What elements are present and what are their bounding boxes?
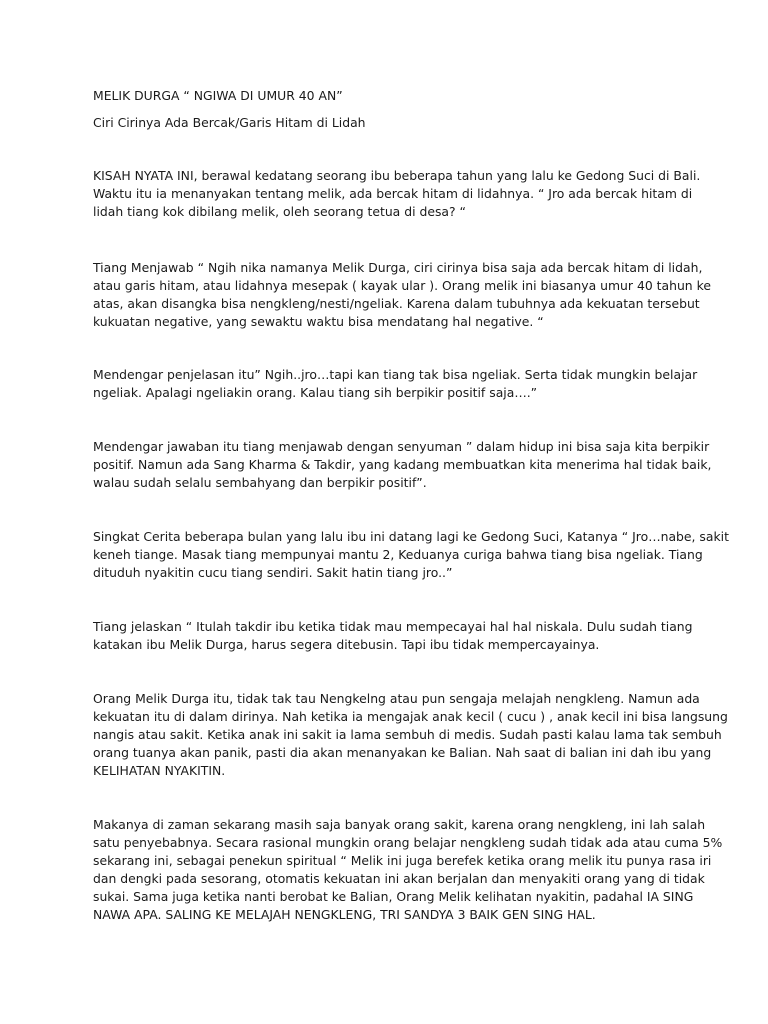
paragraph-line: Waktu itu ia menanyakan tentang melik, ada bercak hitam di lidahnya. “ Jro ada bercak hitam di xyxy=(93,186,693,201)
paragraph-line: sukai. Sama juga ketika nanti berobat ke Balian, Orang Melik kelihatan nyakitin, padahal IA SING xyxy=(93,889,694,904)
paragraph-line: walau sudah selalu sembahyang dan berpikir positif”. xyxy=(93,475,427,490)
paragraph-7 xyxy=(93,690,728,780)
paragraph-line: atas, akan disangka bisa nengkleng/nesti/ngeliak. Karena dalam tubuhnya ada kekuatan tersebut xyxy=(93,296,700,311)
paragraph-line: Tiang jelaskan “ Itulah takdir ibu ketika tidak mau mempecayai hal hal niskala. Dulu sudah tiang xyxy=(93,619,693,634)
paragraph-line: dan dengki pada sesorang, otomatis kekuatan ini akan berjalan dan menyakiti orang yang di tidak xyxy=(93,871,705,886)
paragraph-line: sekarang ini, sebagai penekun spiritual “ Melik ini juga berefek ketika orang melik itu punya rasa iri xyxy=(93,853,712,868)
paragraph-line: Orang Melik Durga itu, tidak tak tau Nengkelng atau pun sengaja melajah nengkleng. Namun ada xyxy=(93,691,700,706)
paragraph-line: kekuatan itu di dalam dirinya. Nah ketika ia mengajak anak kecil ( cucu ) , anak kecil ini bisa langsung xyxy=(93,709,728,724)
paragraph-line: positif. Namun ada Sang Kharma & Takdir, yang kadang membuatkan kita menerima hal tidak baik, xyxy=(93,457,712,472)
paragraph-line: KISAH NYATA INI, berawal kedatang seorang ibu beberapa tahun yang lalu ke Gedong Suci di Bali. xyxy=(93,168,701,183)
paragraph-6 xyxy=(93,618,693,654)
paragraph-4 xyxy=(93,438,712,492)
paragraph-line: kukuatan negative, yang sewaktu waktu bisa mendatang hal negative. “ xyxy=(93,314,544,329)
paragraph-line: ngeliak. Apalagi ngeliakin orang. Kalau tiang sih berpikir positif saja….” xyxy=(93,385,538,400)
paragraph-line: atau garis hitam, atau lidahnya mesepak ( kayak ular ). Orang melik ini biasanya umur 40 tahun ke xyxy=(93,278,711,293)
paragraph-line: NAWA APA. SALING KE MELAJAH NENGKLENG, TRI SANDYA 3 BAIK GEN SING HAL. xyxy=(93,907,596,922)
paragraph-line: dituduh nyakitin cucu tiang sendiri. Sakit hatin tiang jro..” xyxy=(93,565,453,580)
paragraph-2 xyxy=(93,259,711,331)
paragraph-line: Mendengar jawaban itu tiang menjawab dengan senyuman ” dalam hidup ini bisa saja kita berpikir xyxy=(93,439,710,454)
paragraph-line: KELIHATAN NYAKITIN. xyxy=(93,763,226,778)
paragraph-line: Mendengar penjelasan itu” Ngih..jro…tapi kan tiang tak bisa ngeliak. Serta tidak mungkin belajar xyxy=(93,367,698,382)
paragraph-5 xyxy=(93,528,729,582)
paragraph-8 xyxy=(93,816,723,924)
paragraph-line: katakan ibu Melik Durga, harus segera ditebusin. Tapi ibu tidak mempercayainya. xyxy=(93,637,600,652)
paragraph-line: satu penyebabnya. Secara rasional mungkin orang belajar nengkleng sudah tidak ada atau cuma 5% xyxy=(93,835,723,850)
paragraph-line: orang tuanya akan panik, pasti dia akan menanyakan ke Balian. Nah saat di balian ini dah ibu yang xyxy=(93,745,712,760)
paragraph-line: Tiang Menjawab “ Ngih nika namanya Melik Durga, ciri cirinya bisa saja ada bercak hitam di lidah, xyxy=(93,260,703,275)
paragraph-line: Makanya di zaman sekarang masih saja banyak orang sakit, karena orang nengkleng, ini lah salah xyxy=(93,817,706,832)
paragraph-line: keneh tiange. Masak tiang mempunyai mantu 2, Keduanya curiga bahwa tiang bisa ngeliak. Tiang xyxy=(93,547,703,562)
paragraph-3 xyxy=(93,366,698,402)
document-subtitle: Ciri Cirinya Ada Bercak/Garis Hitam di Lidah xyxy=(93,115,366,130)
paragraph-1 xyxy=(93,167,701,221)
paragraph-line: lidah tiang kok dibilang melik, oleh seorang tetua di desa? “ xyxy=(93,204,466,219)
paragraph-line: Singkat Cerita beberapa bulan yang lalu ibu ini datang lagi ke Gedong Suci, Katanya “ Jro…nabe, sakit xyxy=(93,529,729,544)
paragraph-line: nangis atau sakit. Ketika anak ini sakit ia lama sembuh di medis. Sudah pasti kalau lama tak sembuh xyxy=(93,727,722,742)
document-title: MELIK DURGA “ NGIWA DI UMUR 40 AN” xyxy=(93,88,343,103)
